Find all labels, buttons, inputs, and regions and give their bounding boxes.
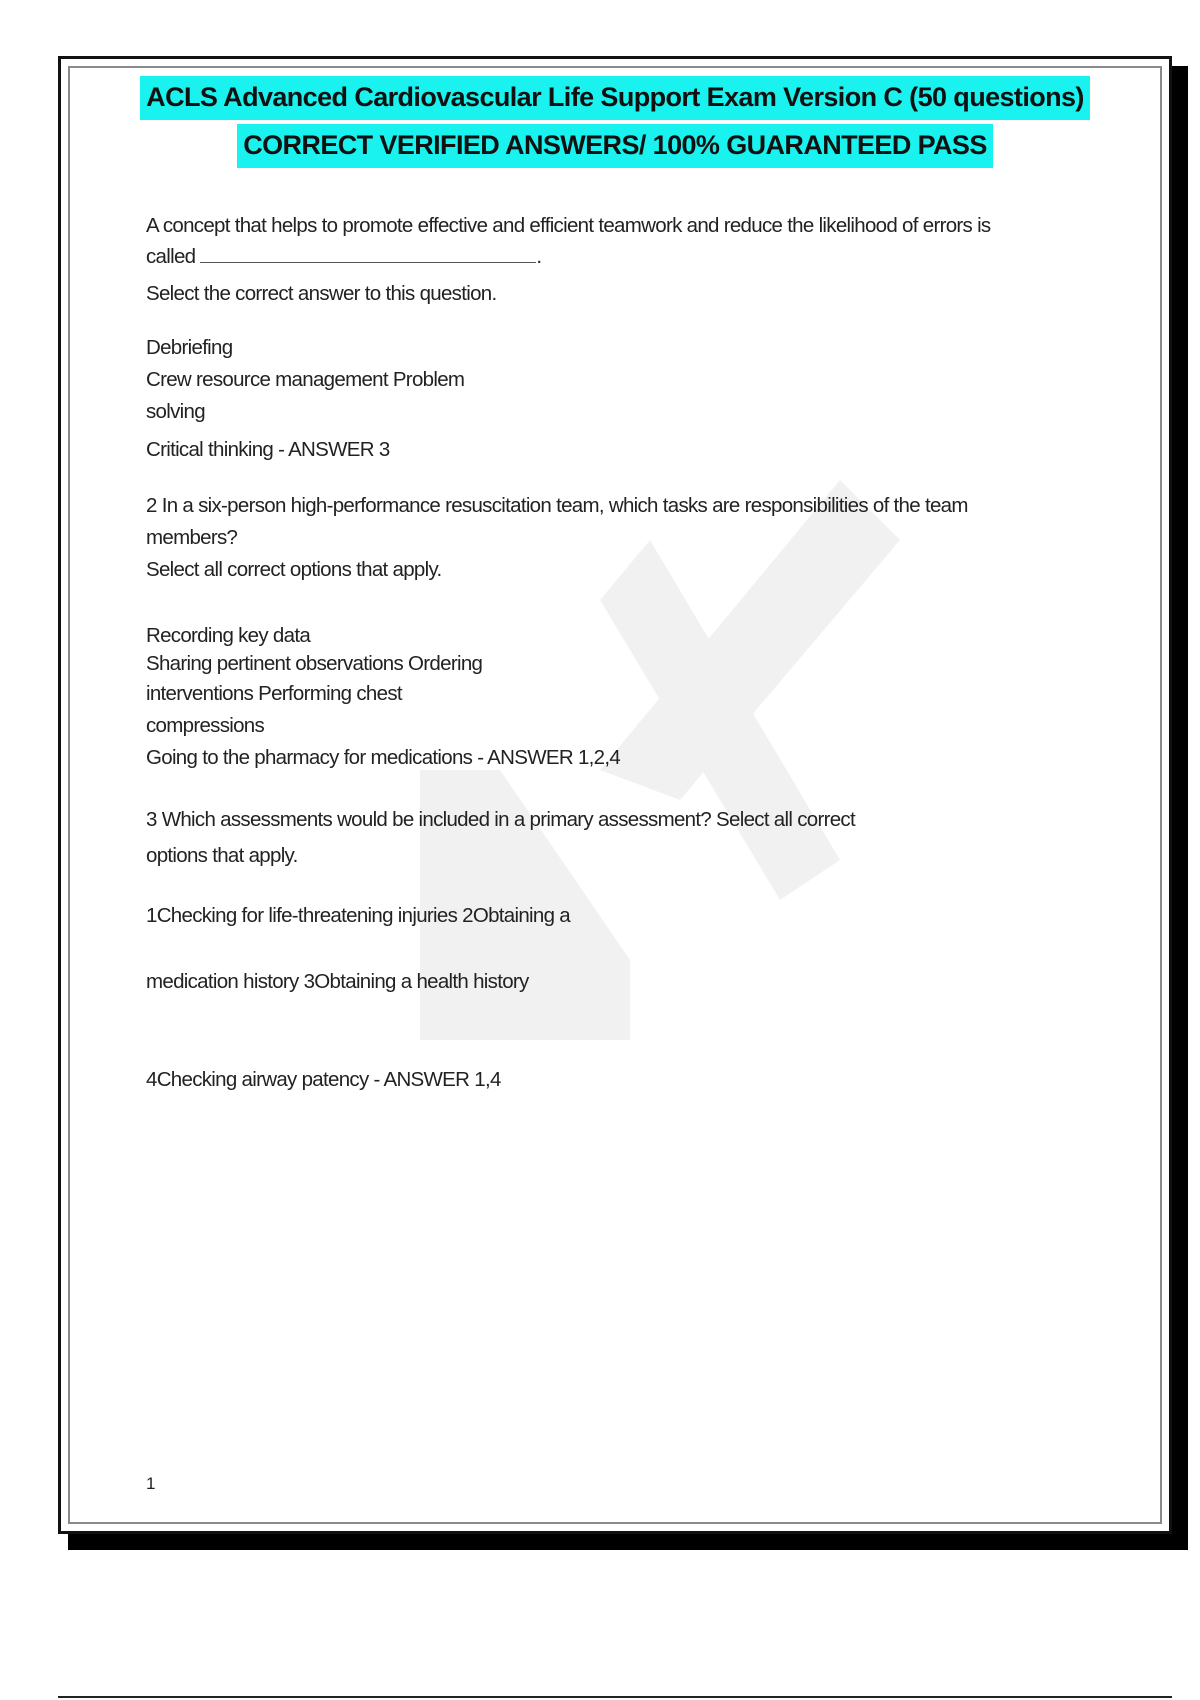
document-title — [58, 76, 1172, 168]
q1-option: Crew resource management Problem — [146, 368, 465, 391]
q3-prompt-line-2: options that apply. — [146, 844, 298, 867]
title-line-1: ACLS Advanced Cardiovascular Life Support Exam Version C (50 questions) — [140, 76, 1090, 120]
q2-option: compressions — [146, 714, 265, 737]
q1-option: Critical thinking - ANSWER 3 — [146, 438, 390, 461]
q2-option: Sharing pertinent observations Ordering — [146, 652, 483, 675]
q1-prompt-suffix: . — [536, 245, 542, 268]
q2-option: Recording key data — [146, 624, 311, 647]
q2-instruction: Select all correct options that apply. — [146, 558, 442, 581]
page-number: 1 — [146, 1474, 156, 1493]
q1-prompt-prefix: called — [146, 245, 196, 268]
q2-option: interventions Performing chest — [146, 682, 402, 705]
document-body — [146, 210, 1086, 1096]
q1-prompt-line-2 — [146, 242, 1086, 272]
q1-prompt-line-1: A concept that helps to promote effective and efficient teamwork and reduce the likelihood of errors is — [146, 214, 991, 237]
q3-prompt-line-1: 3 Which assessments would be included in a primary assessment? Select all correct — [146, 808, 855, 831]
q1-answer-blank — [200, 244, 536, 263]
bottom-rule — [58, 1696, 1172, 1698]
q3-option: 1Checking for life-threatening injuries 2Obtaining a — [146, 904, 570, 927]
q3-option: 4Checking airway patency - ANSWER 1,4 — [146, 1068, 501, 1091]
q1-option: Debriefing — [146, 336, 233, 359]
title-line-2: CORRECT VERIFIED ANSWERS/ 100% GUARANTEED PASS — [237, 124, 993, 168]
q3-option: medication history 3Obtaining a health history — [146, 970, 529, 993]
q2-prompt-line-1: 2 In a six-person high-performance resuscitation team, which tasks are responsibilities of the team — [146, 494, 968, 517]
q2-option: Going to the pharmacy for medications - ANSWER 1,2,4 — [146, 746, 621, 769]
q1-instruction: Select the correct answer to this question. — [146, 282, 497, 305]
q2-prompt-line-2: members? — [146, 526, 238, 549]
q1-option: solving — [146, 400, 205, 423]
